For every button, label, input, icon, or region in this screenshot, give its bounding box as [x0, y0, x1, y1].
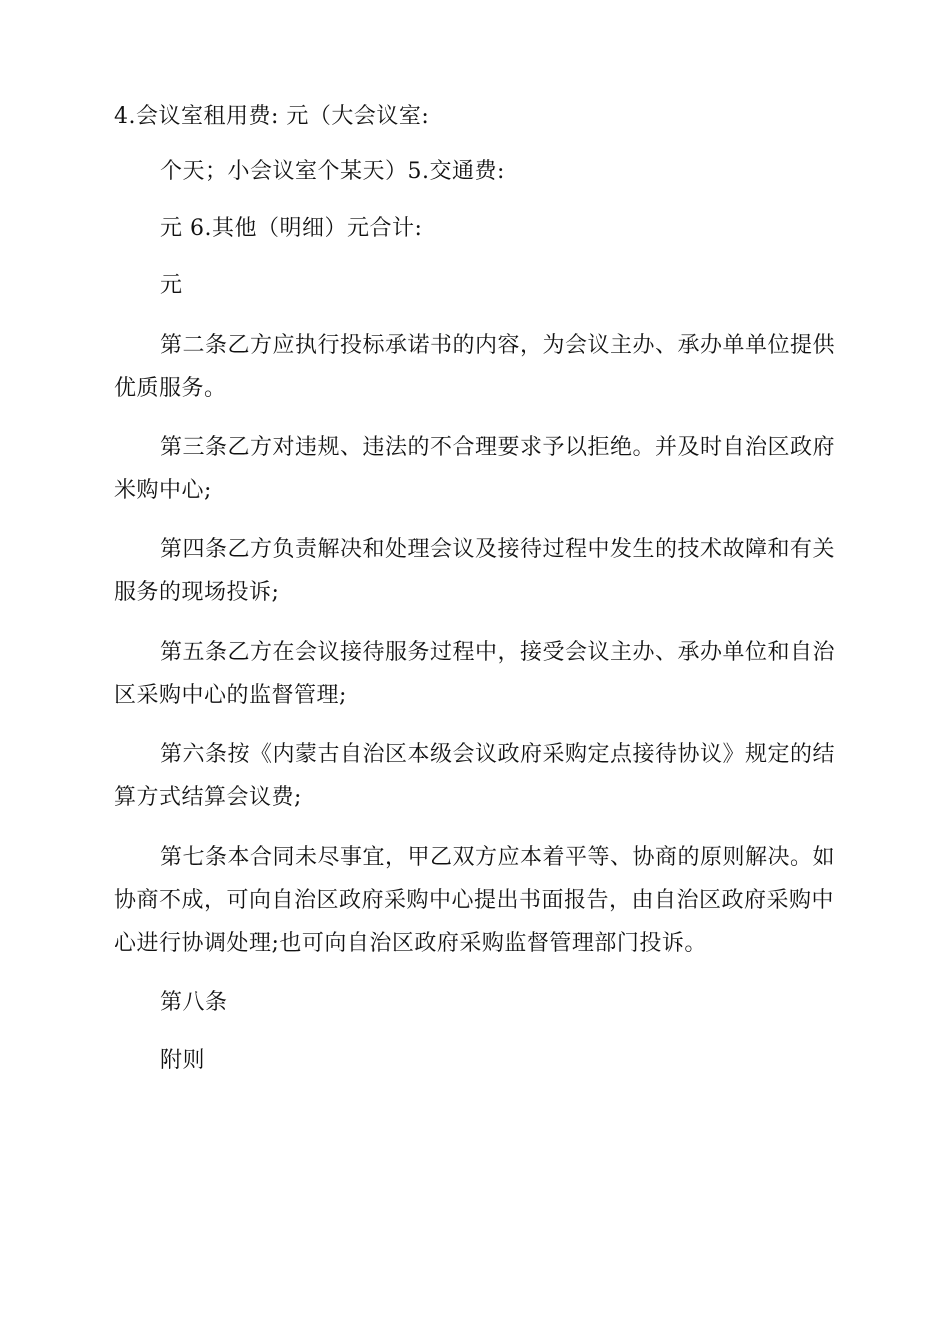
fee-line-other-total: 元 6.其他（明细）元合计: — [160, 216, 423, 241]
article-3-line-2: 米购中心; — [114, 478, 212, 503]
article-2-line-2: 优质服务。 — [114, 376, 227, 401]
fee-line-transport: 个天；小会议室个某天）5.交通费: — [160, 159, 505, 184]
article-2-line-1: 第二条乙方应执行投标承诺书的内容，为会议主办、承办单单位提供 — [160, 333, 836, 358]
article-7-line-2: 协商不成，可向自治区政府采购中心提出书面报告，由自治区政府采购中 — [114, 888, 835, 913]
fee-line-meeting-room: 4.会议室租用费: 元（大会议室: — [114, 104, 430, 129]
article-5-line-1: 第五条乙方在会议接待服务过程中，接受会议主办、承办单位和自治 — [160, 640, 836, 665]
article-5-line-2: 区采购中心的监督管理; — [114, 683, 347, 708]
article-4-line-1: 第四条乙方负责解决和处理会议及接待过程中发生的技术故障和有关 — [160, 537, 836, 562]
article-3-line-1: 第三条乙方对违规、违法的不合理要求予以拒绝。并及时自治区政府 — [160, 435, 836, 460]
article-7-line-3: 心进行协调处理;也可向自治区政府采购监督管理部门投诉。 — [114, 931, 707, 956]
article-4-line-2: 服务的现场投诉; — [114, 580, 280, 605]
fee-line-unit: 元 — [160, 273, 183, 298]
article-8-heading: 第八条 — [160, 990, 228, 1015]
article-6-line-1: 第六条按《内蒙古自治区本级会议政府采购定点接待协议》规定的结 — [160, 742, 836, 767]
appendix-heading: 附则 — [160, 1048, 206, 1073]
article-7-line-1: 第七条本合同未尽事宜，甲乙双方应本着平等、协商的原则解决。如 — [160, 845, 836, 870]
article-6-line-2: 算方式结算会议费; — [114, 785, 302, 810]
